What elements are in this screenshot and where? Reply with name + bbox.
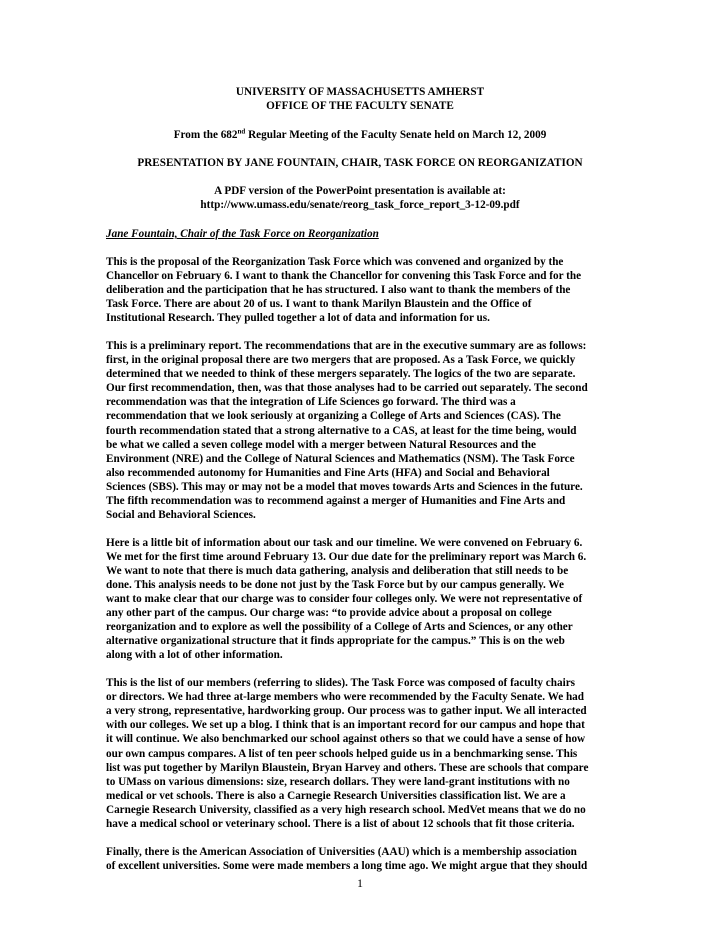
document-page [106,85,614,873]
paragraph-line: also recommended autonomy for Humanities and Fine Arts (HFA) and Social and Behavioral [106,466,550,479]
meeting-line-sup: nd [237,127,246,136]
paragraph-line: This is the list of our members (referring to slides). The Task Force was composed of faculty chairs [106,677,576,690]
paragraph-line: fourth recommendation stated that a strong alternative to a CAS, at least for the time being, would [106,424,577,437]
speaker-heading: Jane Fountain, Chair of the Task Force on Reorganization [106,228,379,240]
paragraph-line: This is a preliminary report. The recommendations that are in the executive summary are as follows: [106,340,587,353]
paragraph-line: alternative organizational structure that it finds appropriate for the campus.” This is on the web [106,635,565,648]
paragraph-line: be what we called a seven college model with a merger between Natural Resources and the [106,438,536,451]
paragraph [106,536,614,662]
body-text [106,255,614,873]
paragraph-line: it will continue. We also benchmarked our school against others so that we could have a sense of how [106,733,586,746]
paragraph [106,255,614,325]
pdf-note: A PDF version of the PowerPoint presentation is available at: [214,185,506,197]
paragraph-line: deliberation and the participation that he has structured. I also want to thank the members of the [106,284,571,297]
paragraph-line: of excellent universities. Some were made members a long time ago. We might argue that they should [106,859,588,872]
paragraph-line: Social and Behavioral Sciences. [106,508,256,521]
paragraph [106,676,614,831]
paragraph-line: Carnegie Research University, classified as a very high research school. MedVet means that we do no [106,803,586,816]
meeting-line [106,128,614,142]
paragraph-line: determined that we needed to think of these mergers separately. The logics of the two are separate. [106,368,576,381]
paragraph-line: Finally, there is the American Association of Universities (AAU) which is a membership association [106,845,577,858]
pdf-url[interactable]: http://www.umass.edu/senate/reorg_task_force_report_3-12-09.pdf [200,199,520,211]
paragraph-line: recommendation that we look seriously at organizing a College of Arts and Sciences (CAS). The [106,410,561,423]
paragraph-line: Here is a little bit of information about our task and our timeline. We were convened on February 6. [106,536,583,549]
meeting-line-post: Regular Meeting of the Faculty Senate held on March 12, 2009 [245,129,547,141]
paragraph-line: reorganization and to explore as well the possibility of a College of Arts and Sciences, or any other [106,621,573,634]
office-heading: OFFICE OF THE FACULTY SENATE [266,100,454,112]
paragraph-line: our own campus compares. A list of ten peer schools helped guide us in a benchmarking sense. This [106,747,578,760]
paragraph-line: along with a lot of other information. [106,649,283,662]
meeting-line-pre: From the 682 [173,129,238,141]
paragraph-line: first, in the original proposal there are two mergers that are proposed. As a Task Force, we quickly [106,354,576,367]
presentation-title: PRESENTATION BY JANE FOUNTAIN, CHAIR, TASK FORCE ON REORGANIZATION [137,157,583,169]
paragraph-line: This is the proposal of the Reorganization Task Force which was convened and organized by the [106,256,564,268]
paragraph-line: done. This analysis needs to be done not just by the Task Force but by our campus generally. We [106,578,564,591]
paragraph-line: any other part of the campus. Our charge was: “to provide advice about a proposal on college [106,607,552,620]
paragraph-line: a very strong, representative, hardworking group. Our process was to gather input. We all interacted [106,705,587,718]
paragraph-line: Sciences (SBS). This may or may not be a model that moves towards Arts and Sciences in the future. [106,480,583,493]
paragraph-line: The fifth recommendation was to recommend against a merger of Humanities and Fine Arts and [106,494,566,507]
paragraph [106,339,614,522]
university-heading: UNIVERSITY OF MASSACHUSETTS AMHERST [235,86,485,98]
paragraph-line: Task Force. There are about 20 of us. I want to thank Marilyn Blaustein and the Office of [106,298,532,311]
page-number: 1 [357,876,363,890]
paragraph-line: Environment (NRE) and the College of Natural Sciences and Mathematics (NSM). The Task Force [106,452,575,465]
paragraph-line: recommendation was that the integration of Life Sciences go forward. The third was a [106,396,516,409]
paragraph [106,845,614,873]
paragraph-line: Chancellor on February 6. I want to thank the Chancellor for convening this Task Force and for the [106,270,582,283]
paragraph-line: medical or vet schools. There is also a Carnegie Research Universities classification list. We are a [106,789,566,802]
paragraph-line: have a medical school or veterinary school. There is a list of about 12 schools that fit those criteria. [106,817,575,830]
paragraph-line: Our first recommendation, then, was that those analyses had to be carried out separately. The second [106,382,588,395]
paragraph-line: We want to note that there is much data gathering, analysis and deliberation that still needs to be [106,564,569,577]
paragraph-line: list was put together by Marilyn Blaustein, Bryan Harvey and others. These are schools that compare [106,761,589,774]
paragraph-line: want to make clear that our charge was to consider four colleges only. We were not representative of [106,593,583,606]
paragraph-line: or directors. We had three at-large members who were recommended by the Faculty Senate. We had [106,691,584,704]
paragraph-line: to UMass on various dimensions: size, research dollars. They were land-grant institutions with no [106,775,570,788]
paragraph-line: Institutional Research. They pulled together a lot of data and information for us. [106,312,490,325]
paragraph-line: We met for the first time around February 13. Our due date for the preliminary report was March 6. [106,550,587,563]
paragraph-line: with our colleges. We set up a blog. I think that is an important record for our campus and hope that [106,719,585,732]
